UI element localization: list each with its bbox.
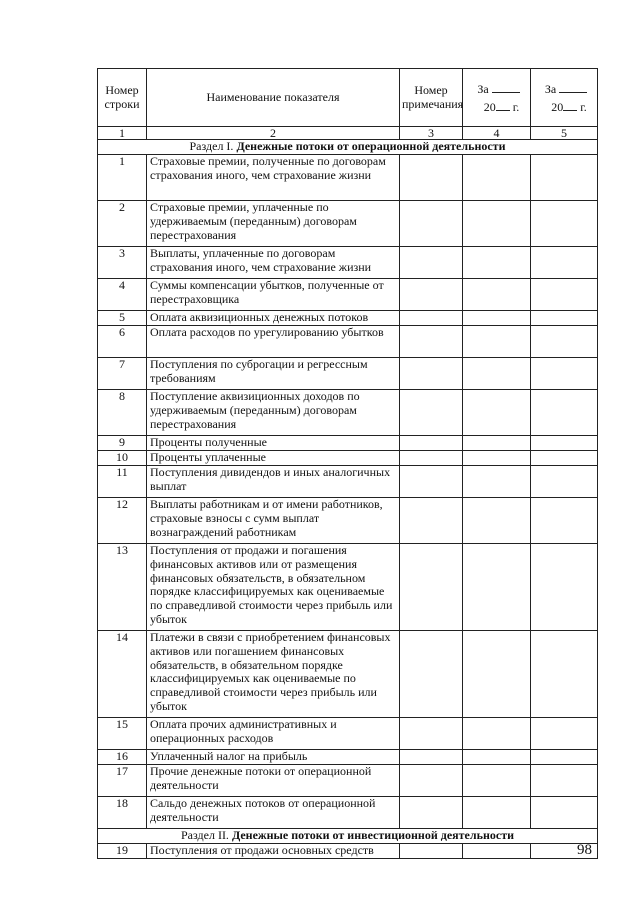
table-row: [98, 279, 598, 311]
table-row: [98, 718, 598, 750]
period-1-cell[interactable]: [463, 466, 531, 498]
period-1-cell[interactable]: [463, 631, 531, 718]
table-row: [98, 466, 598, 498]
table-row: [98, 797, 598, 829]
row-number: 12: [98, 498, 147, 544]
column-index: 2: [147, 127, 400, 140]
indicator-name: Оплата аквизиционных денежных потоков: [147, 311, 400, 326]
period-2-cell[interactable]: [531, 155, 598, 201]
row-number: 15: [98, 718, 147, 750]
period-2-cell[interactable]: [531, 326, 598, 358]
year-prefix: 20: [551, 99, 564, 114]
period-1-cell[interactable]: [463, 155, 531, 201]
note-cell[interactable]: [400, 451, 463, 466]
indicator-name: Оплата прочих административных и операционных расходов: [147, 718, 400, 750]
indicator-name: Поступление аквизиционных доходов по удерживаемым (переданным) договорам перестрахования: [147, 390, 400, 436]
note-cell[interactable]: [400, 247, 463, 279]
period-1-cell[interactable]: [463, 390, 531, 436]
period-1-cell[interactable]: [463, 326, 531, 358]
table-row: [98, 155, 598, 201]
indicator-name: Прочие денежные потоки от операционной деятельности: [147, 765, 400, 797]
section-title-text: Денежные потоки от операционной деятельности: [236, 139, 506, 153]
note-cell[interactable]: [400, 358, 463, 390]
row-number: 14: [98, 631, 147, 718]
period-2-cell[interactable]: [531, 631, 598, 718]
section-title-text: Денежные потоки от инвестиционной деятельности: [231, 828, 514, 842]
column-index-row: [98, 127, 598, 140]
year-prefix: 20: [483, 99, 496, 114]
row-number: 4: [98, 279, 147, 311]
period-2-cell[interactable]: [531, 451, 598, 466]
row-number: 16: [98, 750, 147, 765]
period-2-cell[interactable]: [531, 390, 598, 436]
table-row: [98, 451, 598, 466]
period-2-cell[interactable]: [531, 358, 598, 390]
note-cell[interactable]: [400, 765, 463, 797]
table-row: [98, 750, 598, 765]
period-1-cell[interactable]: [463, 498, 531, 544]
indicator-name: Поступления от продажи и погашения финансовых активов или от размещения финансовых обязательств, в обязательном порядке классифицируемых как оцениваемые по справедливой стоимости через прибыль или убыток: [147, 544, 400, 631]
header-note: Номер примечания: [400, 69, 463, 127]
period-2-cell[interactable]: [531, 498, 598, 544]
column-index: 4: [463, 127, 531, 140]
report-form: [97, 68, 597, 859]
indicator-name: Сальдо денежных потоков от операционной деятельности: [147, 797, 400, 829]
table-row: [98, 311, 598, 326]
row-number: 18: [98, 797, 147, 829]
indicator-name: Проценты уплаченные: [147, 451, 400, 466]
note-cell[interactable]: [400, 718, 463, 750]
note-cell[interactable]: [400, 201, 463, 247]
table-row: [98, 326, 598, 358]
note-cell[interactable]: [400, 498, 463, 544]
section-header-row: [98, 829, 598, 844]
row-number: 6: [98, 326, 147, 358]
row-number: 9: [98, 436, 147, 451]
period-2-cell[interactable]: [531, 311, 598, 326]
period-1-cell[interactable]: [463, 844, 531, 859]
period-label: За: [477, 81, 489, 96]
period-1-cell[interactable]: [463, 544, 531, 631]
table-row: [98, 844, 598, 859]
table-row: [98, 358, 598, 390]
section-prefix: Раздел II.: [181, 828, 232, 842]
period-label: За: [544, 81, 557, 96]
page-number: 98: [577, 842, 592, 858]
table-row: [98, 544, 598, 631]
row-number: 5: [98, 311, 147, 326]
indicator-name: Поступления от продажи основных средств: [147, 844, 400, 859]
indicator-name: Страховые премии, уплаченные по удерживаемым (переданным) договорам перестрахования: [147, 201, 400, 247]
indicator-name: Выплаты, уплаченные по договорам страхования иного, чем страхование жизни: [147, 247, 400, 279]
table-row: [98, 765, 598, 797]
period-2-cell[interactable]: [531, 750, 598, 765]
indicator-name: Уплаченный налог на прибыль: [147, 750, 400, 765]
indicator-name: Выплаты работникам и от имени работников, страховые взносы с сумм выплат вознаграждений работникам: [147, 498, 400, 544]
column-index: 1: [98, 127, 147, 140]
indicator-name: Оплата расходов по урегулированию убытков: [147, 326, 400, 358]
period-1-cell[interactable]: [463, 358, 531, 390]
note-cell[interactable]: [400, 326, 463, 358]
period-1-cell[interactable]: [463, 247, 531, 279]
period-2-cell[interactable]: [531, 247, 598, 279]
section-title: [98, 829, 598, 844]
period-2-cell[interactable]: [531, 797, 598, 829]
period-1-cell[interactable]: [463, 311, 531, 326]
period-2-cell[interactable]: [531, 765, 598, 797]
row-number: 19: [98, 844, 147, 859]
period-1-cell[interactable]: [463, 279, 531, 311]
cash-flow-table: [97, 68, 598, 859]
year-suffix: г.: [580, 99, 587, 114]
header-row: [98, 69, 598, 127]
period-2-cell[interactable]: [531, 718, 598, 750]
header-name: Наименование показателя: [147, 69, 400, 127]
row-number: 8: [98, 390, 147, 436]
note-cell[interactable]: [400, 750, 463, 765]
indicator-name: Суммы компенсации убытков, полученные от перестраховщика: [147, 279, 400, 311]
year-suffix: г.: [512, 99, 520, 114]
note-cell[interactable]: [400, 390, 463, 436]
row-number: 11: [98, 466, 147, 498]
section-header-row: [98, 140, 598, 155]
period-1-cell[interactable]: [463, 765, 531, 797]
header-period-2: [531, 69, 598, 127]
period-1-cell[interactable]: [463, 750, 531, 765]
section-title: [98, 140, 598, 155]
note-cell[interactable]: [400, 844, 463, 859]
row-number: 17: [98, 765, 147, 797]
period-2-cell[interactable]: [531, 436, 598, 451]
period-1-cell[interactable]: [463, 436, 531, 451]
header-num: Номер строки: [98, 69, 147, 127]
column-index: 5: [531, 127, 598, 140]
indicator-name: Платежи в связи с приобретением финансовых активов или погашением финансовых обязательств, в обязательном порядке классифицируемых как оцениваемые по справедливой стоимости через прибыль или убыток: [147, 631, 400, 718]
row-number: 2: [98, 201, 147, 247]
table-row: [98, 498, 598, 544]
note-cell[interactable]: [400, 797, 463, 829]
indicator-name: Поступления дивидендов и иных аналогичных выплат: [147, 466, 400, 498]
row-number: 3: [98, 247, 147, 279]
column-index: 3: [400, 127, 463, 140]
table-row: [98, 631, 598, 718]
table-row: [98, 247, 598, 279]
period-1-cell[interactable]: [463, 201, 531, 247]
indicator-name: Поступления по суброгации и регрессным требованиям: [147, 358, 400, 390]
table-row: [98, 390, 598, 436]
period-1-cell[interactable]: [463, 451, 531, 466]
period-2-cell[interactable]: [531, 279, 598, 311]
period-2-cell[interactable]: [531, 201, 598, 247]
period-2-cell[interactable]: [531, 544, 598, 631]
note-cell[interactable]: [400, 279, 463, 311]
note-cell[interactable]: [400, 544, 463, 631]
row-number: 10: [98, 451, 147, 466]
table-row: [98, 436, 598, 451]
note-cell[interactable]: [400, 436, 463, 451]
note-cell[interactable]: [400, 155, 463, 201]
indicator-name: Проценты полученные: [147, 436, 400, 451]
period-1-cell[interactable]: [463, 797, 531, 829]
note-cell[interactable]: [400, 311, 463, 326]
period-2-cell[interactable]: [531, 466, 598, 498]
row-number: 7: [98, 358, 147, 390]
row-number: 1: [98, 155, 147, 201]
note-cell[interactable]: [400, 631, 463, 718]
indicator-name: Страховые премии, полученные по договорам страхования иного, чем страхование жизни: [147, 155, 400, 201]
section-prefix: Раздел I.: [189, 139, 237, 153]
period-1-cell[interactable]: [463, 718, 531, 750]
header-period-1: [463, 69, 531, 127]
note-cell[interactable]: [400, 466, 463, 498]
row-number: 13: [98, 544, 147, 631]
table-row: [98, 201, 598, 247]
